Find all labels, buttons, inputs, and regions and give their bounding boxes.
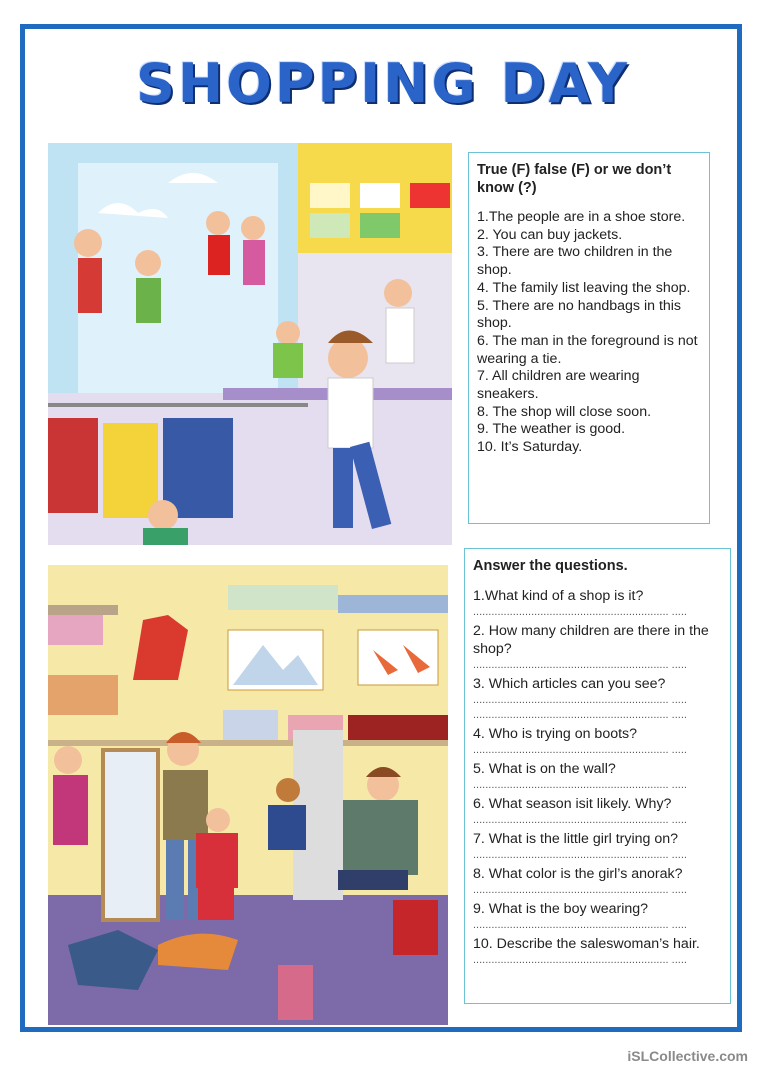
question-item: 3. Which articles can you see? bbox=[473, 676, 666, 692]
tf-item: 10. It’s Saturday. bbox=[477, 439, 583, 456]
question-item: 7. What is the little girl trying on? bbox=[473, 831, 679, 847]
answer-line[interactable]: ................................................................ ..... bbox=[473, 709, 687, 721]
answer-line[interactable]: ................................................................ ..... bbox=[473, 659, 687, 671]
answer-line[interactable]: ................................................................ ..... bbox=[473, 954, 687, 966]
questions-box bbox=[464, 548, 731, 1004]
answer-line[interactable]: ................................................................ ..... bbox=[473, 744, 687, 756]
worksheet-title: SHOPPING DAY bbox=[135, 52, 631, 115]
answer-line[interactable]: ................................................................ ..... bbox=[473, 814, 687, 826]
answer-line[interactable]: ................................................................ ..... bbox=[473, 849, 687, 861]
tf-item: 8. The shop will close soon. bbox=[477, 403, 652, 420]
tf-item: 3. There are two children in the shop. bbox=[477, 244, 673, 279]
question-item: 10. Describe the saleswoman’s hair. bbox=[473, 936, 700, 952]
tf-item: 5. There are no handbags in this shop. bbox=[477, 297, 682, 332]
question-item: 4. Who is trying on boots? bbox=[473, 726, 638, 742]
footer-watermark: iSLCollective.com bbox=[627, 1048, 748, 1064]
question-item: 8. What color is the girl’s anorak? bbox=[473, 866, 683, 882]
answer-line[interactable]: ................................................................ ..... bbox=[473, 694, 687, 706]
tf-item: 9. The weather is good. bbox=[477, 421, 626, 438]
answer-line[interactable]: ................................................................ ..... bbox=[473, 884, 687, 896]
question-item: 2. How many children are there in the shop? bbox=[473, 623, 709, 657]
tf-item: 4. The family list leaving the shop. bbox=[477, 279, 691, 296]
answer-line[interactable]: ................................................................ ..... bbox=[473, 606, 687, 618]
shop-interior-illustration bbox=[48, 565, 448, 1025]
question-item: 6. What season isit likely. Why? bbox=[473, 796, 672, 812]
tf-item: 7. All children are wearing sneakers. bbox=[477, 368, 640, 403]
true-false-heading: True (F) false (F) or we don’t know (?) bbox=[477, 162, 672, 196]
tf-item: 1.The people are in a shoe store. bbox=[477, 209, 686, 225]
true-false-box bbox=[468, 152, 710, 524]
questions-heading: Answer the questions. bbox=[473, 558, 628, 574]
answer-line[interactable]: ................................................................ ..... bbox=[473, 919, 687, 931]
question-item: 1.What kind of a shop is it? bbox=[473, 588, 644, 604]
answer-line[interactable]: ................................................................ ..... bbox=[473, 779, 687, 791]
question-item: 9. What is the boy wearing? bbox=[473, 901, 649, 917]
tf-item: 2. You can buy jackets. bbox=[477, 226, 623, 243]
tf-item: 6. The man in the foreground is not wearing a tie. bbox=[477, 332, 698, 367]
question-item: 5. What is on the wall? bbox=[473, 761, 616, 777]
clothing-store-illustration bbox=[48, 143, 452, 545]
